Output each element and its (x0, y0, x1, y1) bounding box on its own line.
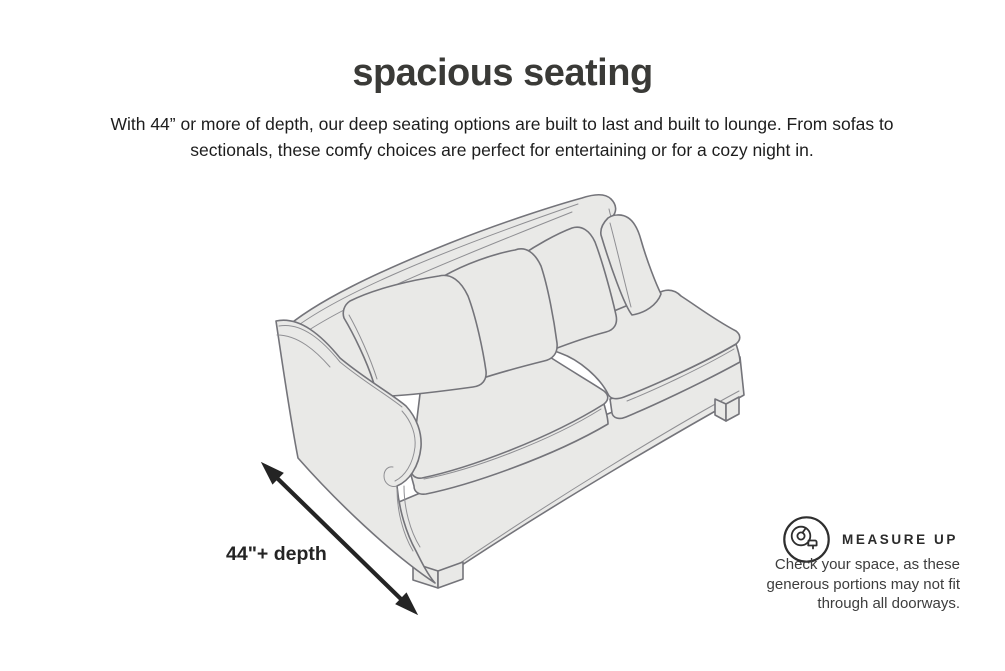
measure-up-note: Check your space, as these generous portions may not fit through all doorways. (766, 556, 960, 612)
intro-description: With 44” or more of depth, our deep seating options are built to last and built to lounge. From sofas to sectionals, these comfy choices are perfect for entertaining or for a cozy night in. (110, 114, 894, 160)
page-title: spacious seating (352, 52, 653, 94)
depth-dimension-label: 44"+ depth (226, 543, 327, 565)
measure-up-heading: MEASURE UP (842, 532, 959, 547)
